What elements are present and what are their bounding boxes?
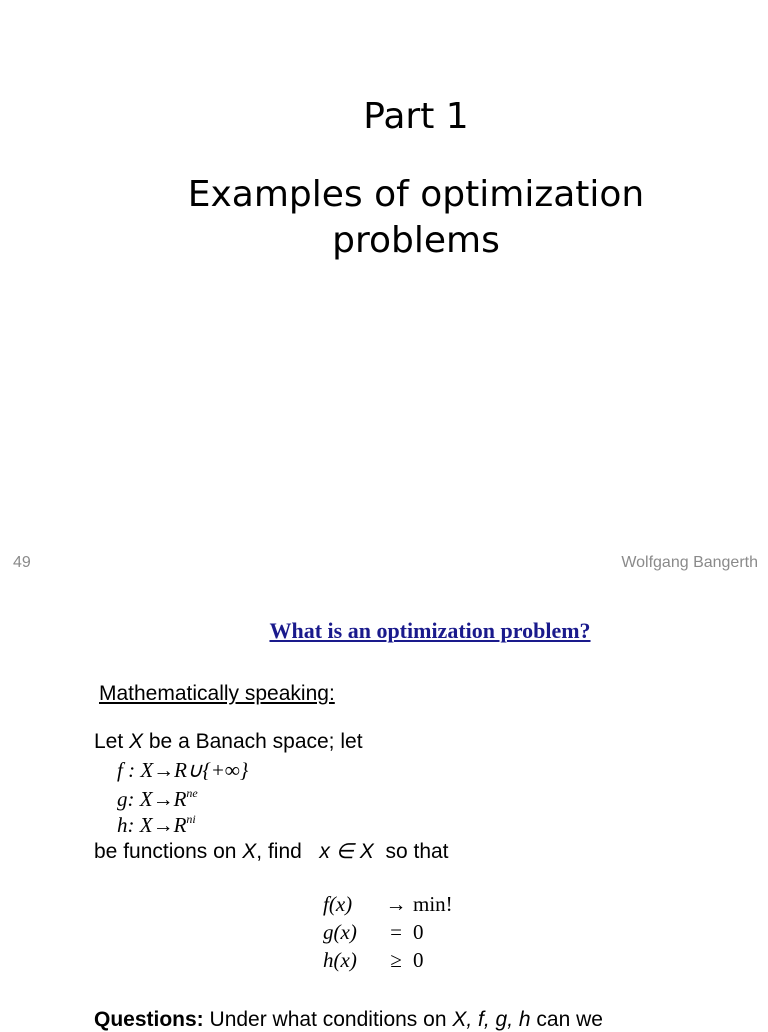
content-slide [0, 590, 768, 1031]
function-f-name: f : [117, 758, 136, 782]
questions-text-start: Under what conditions on [203, 1008, 453, 1031]
equation-lhs: g(x) [323, 920, 357, 944]
equation-rhs: min! [413, 892, 453, 916]
find-middle: , find [256, 840, 320, 863]
questions-vars: X, f, g, h [452, 1008, 531, 1031]
equation-rhs: 0 [413, 920, 424, 944]
section-title: Examples of optimization problems [187, 174, 645, 261]
questions-text-end: can we [530, 1008, 603, 1031]
function-g-sup: ne [186, 786, 198, 800]
function-h-name: h: [117, 813, 135, 837]
function-h [117, 812, 196, 838]
find-var: X [242, 840, 257, 863]
equation-objective [323, 892, 453, 917]
equation-relation: ≥ [390, 948, 402, 972]
let-suffix: be a Banach space; let [143, 730, 363, 753]
equation-rhs: 0 [413, 948, 424, 972]
let-prefix: Let [94, 730, 130, 753]
author-name: Wolfgang Bangerth [621, 554, 758, 571]
slide-heading: What is an optimization problem? [269, 618, 591, 643]
page-number: 49 [13, 554, 31, 571]
equation-equality [323, 920, 424, 945]
let-line [94, 730, 363, 754]
space-var: X [129, 730, 144, 753]
equation-relation: = [390, 920, 402, 944]
find-prefix: be functions on [94, 840, 243, 863]
questions-line [94, 1008, 603, 1032]
equation-relation: → [385, 892, 407, 916]
equation-lhs: f(x) [323, 892, 353, 916]
function-g-map: X→R [134, 787, 187, 811]
questions-label: Questions: [94, 1008, 204, 1031]
function-f [117, 758, 248, 783]
equation-lhs: h(x) [323, 948, 357, 972]
find-line [94, 839, 449, 864]
math-heading: Mathematically speaking: [99, 682, 335, 705]
part-title: Part 1 [363, 96, 469, 137]
find-condition: x ∈ X [319, 840, 374, 863]
function-f-map: X→R∪{+∞} [135, 758, 249, 782]
function-g-name: g: [117, 787, 135, 811]
function-h-map: X→R [134, 813, 187, 837]
function-g [117, 786, 198, 812]
function-h-sup: ni [186, 812, 196, 826]
find-suffix: so that [373, 840, 449, 863]
equation-inequality [323, 948, 424, 973]
